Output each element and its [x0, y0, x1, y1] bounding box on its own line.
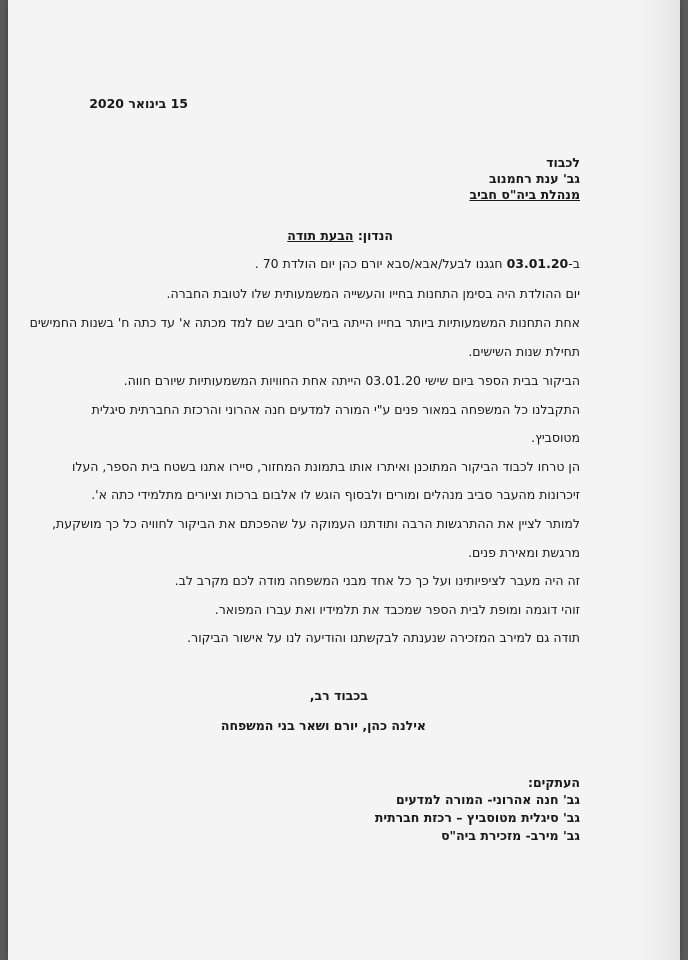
- recipient-title: מנהלת ביה"ס חביב: [469, 187, 580, 202]
- body-paragraph: זה היה מעבר לציפיותינו ועל כך כל אחד מבני המשפחה מודה לכם מקרב לב.: [174, 573, 580, 588]
- body-paragraph: מטוסביץ.: [531, 430, 580, 445]
- cc-item: גב' מירב- מזכירת ביה"ס: [441, 828, 580, 843]
- opening-prefix: ב-: [568, 256, 580, 271]
- body-paragraph: תחילת שנות השישים.: [468, 344, 580, 359]
- body-paragraph: מרגשת ומאירת פנים.: [468, 545, 580, 560]
- closing: בכבוד רב,: [309, 688, 368, 703]
- opening-rest: חגגנו לבעל/אבא/סבא יורם כהן יום הולדת 70 .: [254, 256, 507, 271]
- body-paragraph: תודה גם למירב המזכירה שנענתה לבקשתנו והודיעה לנו על אישור הביקור.: [187, 630, 580, 645]
- body-paragraph: הן טרחו לכבוד הביקור המתוכנן ואיתרו אותו בתמונת המחזור, סיירו אתנו בשטח בית הספר, העלו: [71, 459, 580, 474]
- opening-line: [255, 256, 580, 272]
- recipient-salutation: לכבוד: [546, 155, 580, 170]
- recipient-name: גב' ענת רחמנוב: [488, 171, 580, 186]
- subject-line: [287, 228, 393, 244]
- cc-label: העתקים:: [527, 775, 580, 790]
- body-paragraph: התקבלנו כל המשפחה במאור פנים ע"י המורה למדעים חנה אהרוני והרכזת החברתית סיגלית: [91, 402, 580, 417]
- body-paragraph: זיכרונות מהעבר סביב מנהלים ומורים ולבסוף הוגש לו אלבום ברכות וציורים מתלמידי כתה א'.: [91, 487, 580, 502]
- signature: אילנה כהן, יורם ושאר בני המשפחה: [220, 718, 426, 733]
- body-paragraph: אחת התחנות המשמעותיות ביותר בחייו הייתה ביה"ס חביב שם למד מכתה א' עד כתה ח' בשנות החמישים: [29, 315, 580, 330]
- body-paragraph: למותר לציין את ההתרגשות הרבה ותודתנו העמוקה על שהפכתם את הביקור לחוויה כל כך מושקעת,: [52, 516, 580, 531]
- body-paragraph: יום ההולדת היה בסימן התחנות בחייו והעשייה המשמעותית שלו לטובת החברה.: [166, 286, 580, 301]
- body-paragraph: זוהי דוגמה ומופת לבית הספר שמכבד את תלמידיו ואת עברו המפואר.: [214, 602, 580, 617]
- subject-text: הבעת תודה: [287, 228, 354, 243]
- cc-item: גב' חנה אהרוני- המורה למדעים: [395, 792, 580, 807]
- cc-item: גב' סיגלית מטוסביץ – רכזת חברתית: [374, 810, 580, 825]
- opening-date: 03.01.20: [506, 256, 569, 271]
- letter-date: 15 בינואר 2020: [89, 96, 188, 111]
- subject-label: הנדון:: [357, 228, 393, 243]
- body-paragraph: הביקור בבית הספר ביום שישי 03.01.20 הייתה אחת החוויות המשמעותיות שיורם חווה.: [123, 373, 580, 388]
